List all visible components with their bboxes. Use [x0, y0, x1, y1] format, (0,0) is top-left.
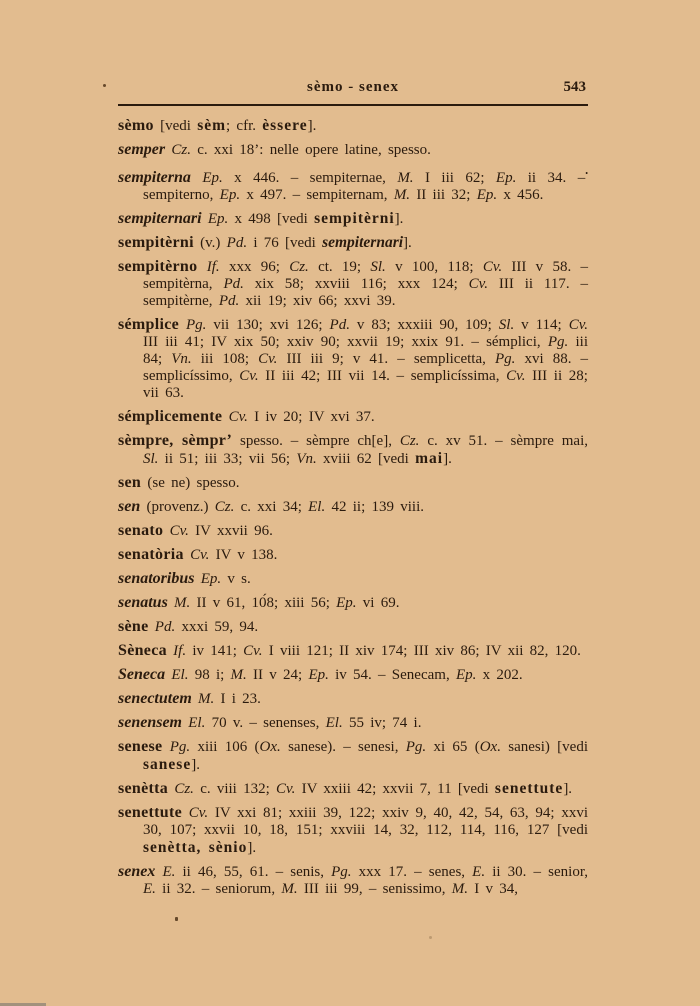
scan-speck	[103, 84, 106, 87]
text-run: c. xxi 34;	[234, 499, 309, 515]
text-run: I v 34,	[468, 881, 519, 897]
text-run: xiii 106 (	[190, 739, 260, 755]
text-run: M.	[393, 187, 411, 203]
text-run: 98 i;	[188, 667, 231, 683]
text-run: E.	[162, 864, 176, 880]
text-run: ].	[307, 118, 317, 134]
dictionary-entry	[118, 690, 588, 708]
headword: sémplice	[118, 316, 180, 333]
text-run: If.	[173, 643, 187, 659]
text-run: Ep.	[200, 571, 222, 587]
text-run: III ii 117. – sempitèrne,	[143, 276, 589, 309]
text-run: sanese	[143, 756, 192, 773]
dictionary-entry	[118, 738, 588, 774]
text-run	[162, 739, 169, 755]
text-run: ii 32. – seniorum,	[155, 881, 282, 897]
text-run: El.	[171, 667, 189, 683]
running-head	[118, 79, 588, 99]
dictionary-entry	[118, 863, 588, 898]
text-run: M.	[451, 881, 469, 897]
dictionary-entry	[118, 618, 588, 636]
text-run: M.	[198, 691, 215, 707]
text-run	[191, 170, 202, 186]
text-run: 42 ii; 139 viii.	[325, 499, 424, 515]
text-run: Cv.	[239, 368, 259, 384]
text-run: II v 61, 10́8; xiii 56;	[190, 595, 337, 611]
text-run: ].	[394, 211, 404, 227]
text-run: sempitèrni	[314, 210, 395, 227]
headword: sèmo	[118, 117, 154, 134]
headword: sempitèrno	[118, 258, 198, 275]
text-run: III v 58. – sempitèrna,	[143, 259, 588, 292]
text-run: III iii 9; v 41. – semplicetta,	[277, 351, 495, 367]
text-run: Ep.	[219, 187, 241, 203]
text-run: [vedi	[153, 118, 198, 134]
text-run	[197, 259, 206, 275]
scan-speck	[175, 917, 178, 921]
headword: senètta	[118, 780, 169, 797]
text-run: vii 130; xvi 126;	[206, 317, 330, 333]
text-run: Vn.	[296, 451, 317, 467]
text-run: E.	[472, 864, 486, 880]
text-run: ].	[247, 840, 257, 856]
text-run: xxx 96;	[219, 259, 290, 275]
headword: senato	[118, 522, 164, 539]
dictionary-entry	[118, 642, 588, 660]
text-run: Cv.	[506, 368, 526, 384]
text-run: III ii 28; vii 63.	[143, 368, 588, 401]
text-run	[179, 317, 186, 333]
headword: sempiternari	[118, 210, 202, 227]
text-run: (provenz.)	[140, 499, 215, 515]
text-run: c. xv 51. – sèmpre mai,	[419, 433, 588, 449]
text-run: Ep.	[336, 595, 357, 611]
dictionary-entry	[118, 546, 588, 564]
text-run: (se ne) spesso.	[141, 475, 240, 491]
text-run: Ep.	[495, 170, 517, 186]
text-run: Pg.	[494, 351, 516, 367]
text-run: ct. 19;	[308, 259, 371, 275]
text-run: I iv 20; IV xvi 37.	[247, 409, 375, 425]
text-run: Cv.	[188, 805, 209, 821]
text-run: III iii 99, – senissimo,	[297, 881, 452, 897]
text-run: v 100, 118;	[385, 259, 483, 275]
text-run: ].	[443, 451, 452, 467]
scan-speck	[429, 936, 432, 939]
text-run: iii 84;	[143, 334, 588, 367]
text-run: IV v 138.	[209, 547, 278, 563]
text-run: Cv.	[276, 781, 296, 797]
text-run: ].	[563, 781, 573, 797]
dictionary-entry	[118, 432, 588, 468]
headword: senensem	[118, 714, 182, 731]
text-run: Cv.	[258, 351, 278, 367]
text-run: xii 19; xiv 66; xxvi 39.	[239, 293, 396, 309]
text-run: Cv.	[468, 276, 488, 292]
dictionary-entry	[118, 165, 588, 204]
text-run: Pd.	[226, 235, 248, 251]
text-run: ii 51; iii 33; vii 56;	[158, 451, 297, 467]
dictionary-entry	[118, 234, 588, 252]
text-run: •	[585, 169, 589, 178]
headword: sène	[118, 618, 149, 635]
text-run: 70 v. – senenses,	[205, 715, 326, 731]
dictionary-entry	[118, 804, 588, 857]
headword: senettute	[118, 804, 183, 821]
running-title: sèmo - senex	[307, 79, 399, 95]
text-run: M.	[397, 170, 414, 186]
text-run: v 83; xxxiii 90, 109;	[349, 317, 499, 333]
headword: sèmpre, sèmpr’	[118, 432, 233, 449]
dictionary-entry	[118, 570, 588, 588]
text-run: IV xxiii 42; xxvii 7, 11 [vedi	[295, 781, 495, 797]
text-run: ].	[191, 757, 200, 773]
text-run: ii 34. –	[516, 170, 586, 186]
headword: sémplicemente	[118, 408, 223, 425]
text-run: Sl.	[143, 451, 159, 467]
dictionary-entry	[118, 316, 588, 402]
dictionary-entry	[118, 780, 588, 798]
text-run: El.	[325, 715, 343, 731]
text-run: i 76 [vedi	[247, 235, 323, 251]
text-run: I viii 121; II xiv 174; III xiv 86; IV xii 82, 120.	[262, 643, 581, 659]
text-run: I iii 62;	[413, 170, 496, 186]
text-run: M.	[281, 881, 298, 897]
text-run	[182, 805, 189, 821]
text-run: Sl.	[498, 317, 515, 333]
text-run: vi 69.	[356, 595, 400, 611]
headword: Sèneca	[118, 642, 167, 659]
headword: senatoribus	[118, 570, 195, 587]
text-run: Pg.	[331, 864, 352, 880]
text-run: Cv.	[190, 547, 210, 563]
text-run: Pg.	[405, 739, 427, 755]
text-run: sanese). – senesi,	[280, 739, 406, 755]
text-run: El.	[308, 499, 326, 515]
text-run: xxxi 59, 94.	[175, 619, 259, 635]
text-run: iii 108;	[191, 351, 259, 367]
text-run: ii 30. – senior,	[485, 864, 588, 880]
dictionary-entry	[118, 117, 588, 135]
text-run: sèm	[197, 117, 227, 134]
text-run: iv 141;	[186, 643, 244, 659]
text-run: ii 46, 55, 61. – senis,	[175, 864, 332, 880]
dictionary-entry	[118, 408, 588, 426]
text-run: Sl.	[370, 259, 386, 275]
text-run: Ox.	[259, 739, 281, 755]
text-run: Cz.	[399, 433, 420, 449]
text-run: ; cfr.	[226, 118, 263, 134]
text-run: sanesi) [vedi	[500, 739, 588, 755]
headword: senese	[118, 738, 163, 755]
text-run: spesso. – sèmpre ch[e],	[232, 433, 400, 449]
text-run: x 446. – sempiternae,	[222, 170, 398, 186]
dictionary-entry	[118, 258, 588, 310]
text-run: M.	[230, 667, 247, 683]
dictionary-entry	[118, 714, 588, 732]
text-run: x 498 [vedi	[228, 211, 315, 227]
headword: sempitèrni	[118, 234, 194, 251]
text-run: II iii 32;	[410, 187, 477, 203]
text-run: Ep.	[202, 170, 223, 186]
text-run: xi 65 (	[426, 739, 480, 755]
text-run: Cz.	[174, 781, 194, 797]
text-run: Pd.	[154, 619, 176, 635]
text-run: xviii 62 [vedi	[316, 451, 416, 467]
text-run: II iii 42; III vii 14. – semplicíssima,	[258, 368, 507, 384]
text-run: x 202.	[476, 667, 523, 683]
text-run: Pd.	[223, 276, 244, 292]
text-run: senètta, sènio	[143, 839, 248, 856]
dictionary-entries	[118, 117, 588, 904]
headword: sen	[118, 474, 142, 491]
text-run: mai	[415, 450, 444, 467]
text-run: Cv.	[243, 643, 263, 659]
headword: senatus	[118, 594, 168, 611]
dictionary-entry	[118, 474, 588, 492]
text-run: E.	[143, 881, 156, 897]
text-run: xxx 17. – senes,	[351, 864, 473, 880]
dictionary-entry	[118, 666, 588, 684]
dictionary-entry	[118, 498, 588, 516]
text-run: M.	[174, 595, 191, 611]
text-run: Ep.	[455, 667, 477, 683]
text-run: II v 24;	[246, 667, 309, 683]
dictionary-entry	[118, 210, 588, 228]
text-run: sempiternari	[322, 234, 404, 251]
text-run: senettute	[494, 780, 564, 797]
text-run: Cv.	[568, 317, 588, 333]
dictionary-entry	[118, 522, 588, 540]
text-run: ].	[403, 235, 412, 251]
text-run: El.	[188, 715, 206, 731]
text-run: I i 23.	[214, 691, 261, 707]
text-run: xvi 88. – semplicíssimo,	[143, 351, 589, 384]
headword: sen	[118, 498, 141, 515]
text-run: c. xxi 18’: nelle opere latine, spesso.	[190, 142, 431, 158]
text-run: Cv.	[228, 409, 248, 425]
text-run: èssere	[262, 117, 308, 134]
text-run: 55 iv; 74 i.	[342, 715, 422, 731]
page-number: 543	[563, 79, 586, 95]
text-run: x 456.	[497, 187, 544, 203]
text-run: Cv.	[482, 259, 503, 275]
text-run: v s.	[221, 571, 251, 587]
text-run: Ep.	[308, 667, 329, 683]
text-run: sempiterno,	[143, 187, 220, 203]
dictionary-entry	[118, 141, 588, 159]
text-run: If.	[206, 259, 220, 275]
text-run: Vn.	[171, 351, 192, 367]
text-run: c. viii 132;	[193, 781, 277, 797]
text-run: (v.)	[193, 235, 227, 251]
text-run: IV xxvii 96.	[188, 523, 273, 539]
text-run: Cz.	[289, 259, 309, 275]
text-run: Pg.	[547, 334, 569, 350]
text-run: Ep.	[207, 211, 229, 227]
text-run: III iii 41; IV xix 50; xxiv 90; xxvii 19; xxix 91. – sémplici,	[143, 334, 548, 350]
headword: senex	[118, 863, 156, 880]
text-run: Cv.	[169, 523, 189, 539]
headword: senatòria	[118, 546, 184, 563]
headword: senectutem	[118, 690, 192, 707]
headword: sempiterna	[118, 169, 191, 186]
text-run: Cz.	[171, 142, 191, 158]
text-run: Pd.	[218, 293, 240, 309]
text-run: iv 54. – Senecam,	[328, 667, 456, 683]
text-run: Pg.	[169, 739, 191, 755]
text-run: Cz.	[214, 499, 235, 515]
text-run: Pg.	[186, 317, 207, 333]
text-run: v 114;	[514, 317, 569, 333]
headword: Seneca	[118, 666, 166, 683]
dictionary-entry	[118, 594, 588, 612]
text-run: xix 58; xxviii 116; xxx 124;	[243, 276, 469, 292]
text-run: Ox.	[479, 739, 501, 755]
text-run: IV xxi 81; xxiii 39, 122; xxiv 9, 40, 42, 54, 63, 94; xxvi 30, 107; xxvii 10, 18, 151; xxviii 14, 32, 112, 114, 116, 127 [vedi	[143, 805, 588, 838]
headword: semper	[118, 141, 166, 158]
header-rule	[118, 104, 588, 106]
text-run: x 497. – sempiternam,	[240, 187, 394, 203]
text-run: Pd.	[329, 317, 350, 333]
text-run: Ep.	[476, 187, 498, 203]
